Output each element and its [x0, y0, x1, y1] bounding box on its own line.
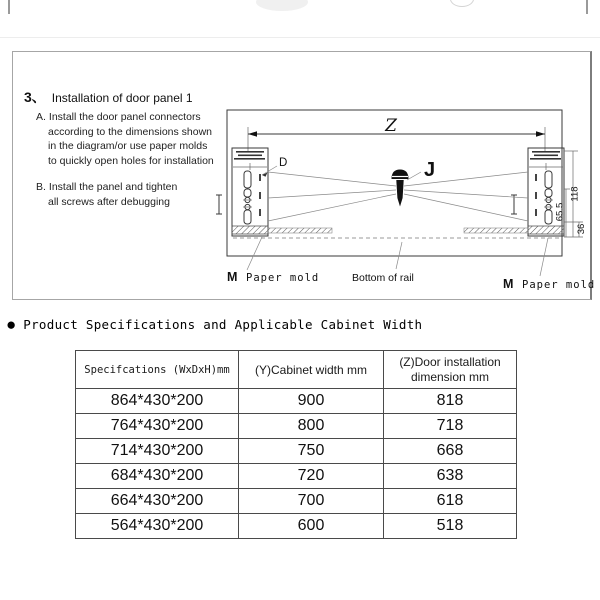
table-cell: 718	[384, 414, 517, 439]
table-header-row	[76, 351, 517, 389]
paper-mold-right-label: Paper mold	[522, 279, 596, 291]
header-cabinet-width: (Y)Cabinet width mm	[239, 351, 384, 389]
spec-heading	[6, 316, 422, 333]
table-cell: 664*430*200	[76, 489, 239, 514]
table-cell: 900	[239, 389, 384, 414]
table-cell: 668	[384, 439, 517, 464]
table-row	[76, 439, 517, 464]
table-cell: 764*430*200	[76, 414, 239, 439]
side-dim-ticks	[216, 195, 517, 214]
paper-mold-right-graphic	[464, 148, 564, 236]
m-right-label: M	[503, 277, 514, 291]
step-label: A.	[36, 111, 46, 123]
bullet-icon: ●	[6, 315, 17, 334]
table-row	[76, 514, 517, 539]
d-label: D	[279, 157, 288, 169]
m-left-label: M	[227, 270, 238, 284]
table-cell: 618	[384, 489, 517, 514]
z-dimension-label: Z	[385, 116, 397, 136]
dim-36-label: 36	[576, 223, 587, 235]
dim-118-label: 118	[569, 186, 581, 202]
table-cell: 564*430*200	[76, 514, 239, 539]
j-label: J	[424, 159, 436, 181]
spec-heading-text: Product Specifications and Applicable Cabinet Width	[23, 317, 423, 332]
table-cell: 818	[384, 389, 517, 414]
paper-mold-left-label: Paper mold	[246, 272, 320, 284]
table-cell: 518	[384, 514, 517, 539]
section-number: 3、	[24, 89, 46, 105]
table-cell: 700	[239, 489, 384, 514]
section-title: Installation of door panel 1	[51, 91, 193, 105]
table-cell: 684*430*200	[76, 464, 239, 489]
table-cell: 638	[384, 464, 517, 489]
table-row	[76, 389, 517, 414]
instruction-line: according to the dimensions shown	[48, 125, 213, 138]
step-label: B.	[36, 181, 46, 194]
instruction-line: B. Install the panel and tighten	[36, 181, 178, 194]
bottom-of-rail-label: Bottom of rail	[352, 272, 414, 284]
header-specifications: Specifcations (WxDxH)mm	[76, 351, 239, 389]
instruction-line: A. Install the door panel connectors	[36, 111, 201, 123]
table-row	[76, 464, 517, 489]
instruction-line: to quickly open holes for installation	[48, 154, 214, 167]
table-row	[76, 414, 517, 439]
screw-icon	[392, 170, 409, 207]
spec-table	[75, 350, 517, 539]
header-door-installation: (Z)Door installation dimension mm	[384, 351, 517, 389]
table-cell: 800	[239, 414, 384, 439]
table-row	[76, 489, 517, 514]
table-cell: 714*430*200	[76, 439, 239, 464]
table-cell: 600	[239, 514, 384, 539]
table-cell: 864*430*200	[76, 389, 239, 414]
instruction-line: in the diagram/or use paper molds	[48, 140, 208, 153]
table-cell: 720	[239, 464, 384, 489]
table-cell: 750	[239, 439, 384, 464]
instruction-line: all screws after debugging	[48, 195, 170, 208]
dim-65-5-label: 65.5	[554, 202, 566, 222]
